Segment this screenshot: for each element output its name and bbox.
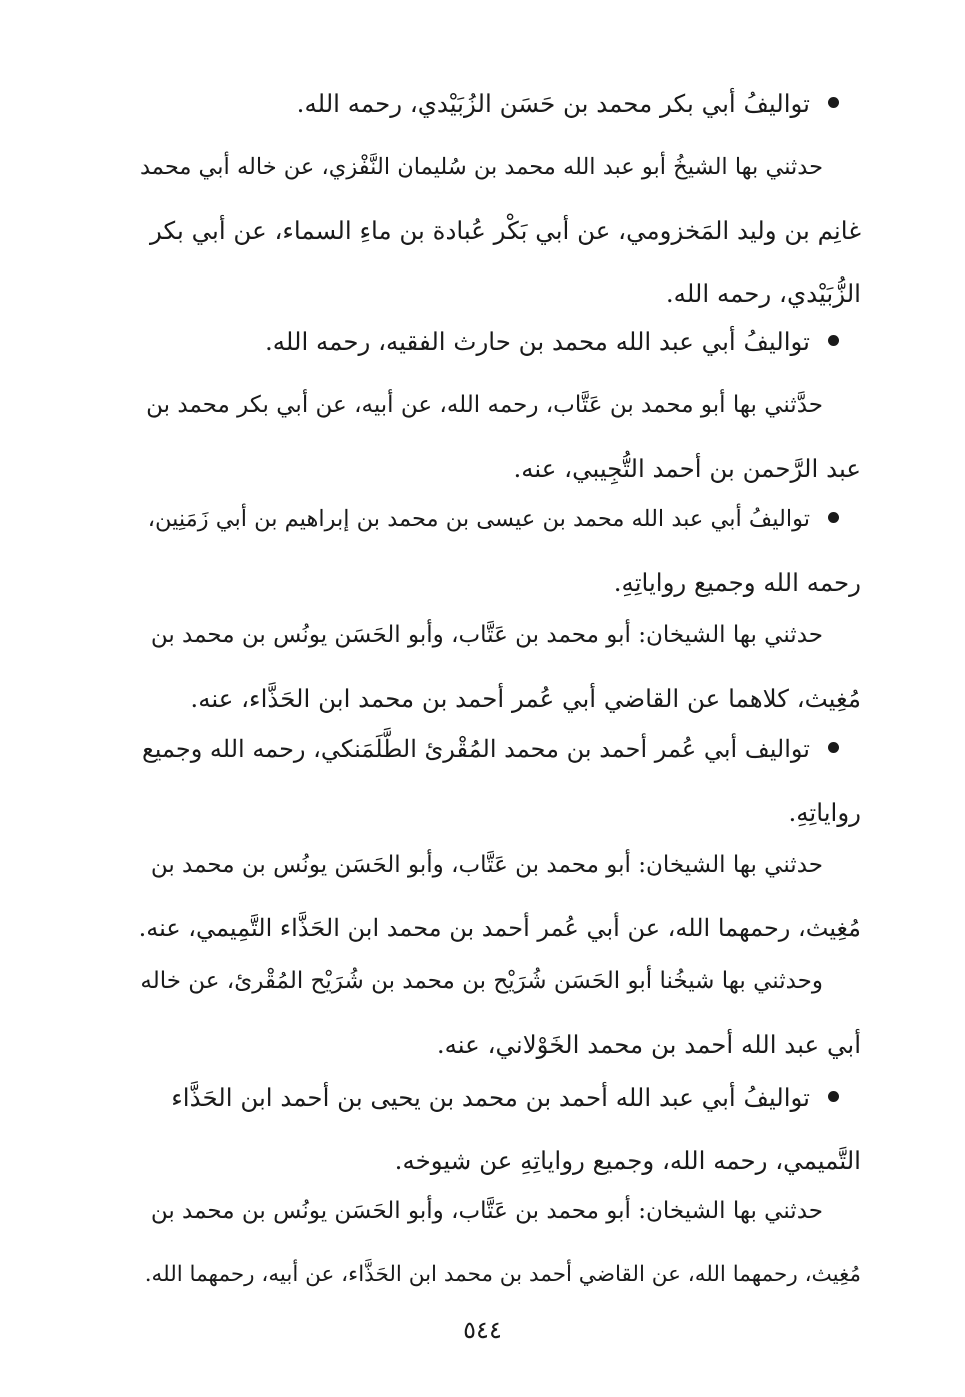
bullet-dot bbox=[828, 742, 839, 753]
paragraph-line: مُغِيث، كلاهما عن القاضي أبي عُمر أحمد بن محمد ابن الحَذَّاء، عنه. bbox=[190, 684, 861, 713]
bullet-text-continuation: رحمه الله وجميع رواياتِهِ. bbox=[613, 568, 861, 597]
bullet-item-ibn-abi-zamanin bbox=[139, 488, 861, 614]
paragraph-line: مُغِيث، رحمهما الله، عن أبي عُمر أحمد بن محمد ابن الحَذَّاء التَّمِيمي، عنه. bbox=[139, 914, 861, 942]
paragraph-line: حدثني بها الشيخان: أبو محمد بن عَتَّاب، وأبو الحَسَن يونُس بن محمد بن bbox=[150, 622, 823, 648]
paragraph-line: حدثني بها الشيخُ أبو عبد الله محمد بن سُليمان النَّفْزي، عن خاله أبي محمد bbox=[140, 154, 823, 180]
paragraph-line: مُغِيث، رحمهما الله، عن القاضي أحمد بن محمد ابن الحَذَّاء، عن أبيه، رحمهما الله. bbox=[144, 1262, 861, 1287]
bullet-item-ibn-al-hadhdha bbox=[139, 1066, 861, 1192]
paragraph-line: حدَّثني بها أبو محمد بن عَتَّاب، رحمه الله، عن أبيه، عن أبي بكر محمد بن bbox=[146, 392, 823, 418]
bullet-dot bbox=[828, 512, 839, 523]
paragraph-line: الزُّبَيْدي، رحمه الله. bbox=[665, 279, 861, 308]
bullet-text: تواليفُ أبي عبد الله أحمد بن محمد بن يحيى بن أحمد ابن الحَذَّاء bbox=[171, 1083, 810, 1112]
page-number: ٥٤٤ bbox=[463, 1316, 502, 1344]
bullet-text: تواليف أبي عُمر أحمد بن محمد المُقْرئ الطَّلَمَنكي، رحمه الله وجميع bbox=[141, 735, 810, 763]
bullet-dot bbox=[828, 97, 839, 108]
bullet-dot bbox=[828, 335, 839, 346]
paragraph-line: حدثني بها الشيخان: أبو محمد بن عَتَّاب، وأبو الحَسَن يونُس بن محمد بن bbox=[150, 852, 823, 878]
paragraph-zubaydi-chain bbox=[139, 136, 861, 325]
paragraph-line: وحدثني بها شيخُنا أبو الحَسَن شُرَيْح بن محمد بن شُرَيْح المُقْرئ، عن خاله bbox=[140, 968, 823, 994]
bullet-text-continuation: التَّميمي، رحمه الله، وجميع رواياتِهِ عن شيوخه. bbox=[394, 1146, 861, 1175]
paragraph-talamanki-chain-2 bbox=[139, 950, 861, 1076]
paragraph-line: حدثني بها الشيخان: أبو محمد بن عَتَّاب، وأبو الحَسَن يونُس بن محمد بن bbox=[150, 1198, 823, 1224]
bullet-text-continuation: رواياتِهِ. bbox=[788, 798, 861, 827]
bullet-text: تواليفُ أبي بكر محمد بن حَسَن الزُبَيْدي، رحمه الله. bbox=[296, 89, 810, 118]
paragraph-ibn-al-hadhdha-chain bbox=[139, 1180, 861, 1306]
bullet-item-zubaydi bbox=[139, 72, 861, 135]
bullet-item-talamanki bbox=[139, 718, 861, 844]
paragraph-ibn-harith-chain bbox=[139, 374, 861, 500]
paragraph-ibn-abi-zamanin-chain bbox=[139, 604, 861, 730]
bullet-dot bbox=[828, 1091, 839, 1102]
paragraph-line: أبي عبد الله أحمد بن محمد الخَوْلاني، عنه. bbox=[436, 1030, 861, 1059]
bullet-text: تواليفُ أبي عبد الله محمد بن حارث الفقيه، رحمه الله. bbox=[264, 327, 810, 356]
paragraph-line: عبد الرَّحمن بن أحمد التُّجِيبي، عنه. bbox=[513, 454, 861, 483]
bullet-item-ibn-harith bbox=[139, 310, 861, 373]
paragraph-talamanki-chain-1 bbox=[139, 834, 861, 960]
bullet-text: تواليفُ أبي عبد الله محمد بن عيسى بن محمد بن إبراهيم بن أبي زَمَنِين، bbox=[147, 506, 810, 532]
paragraph-line: غانِم بن وليد المَخزومي، عن أبي بَكْر عُبادة بن ماءِ السماء، عن أبي بكر bbox=[149, 216, 861, 245]
